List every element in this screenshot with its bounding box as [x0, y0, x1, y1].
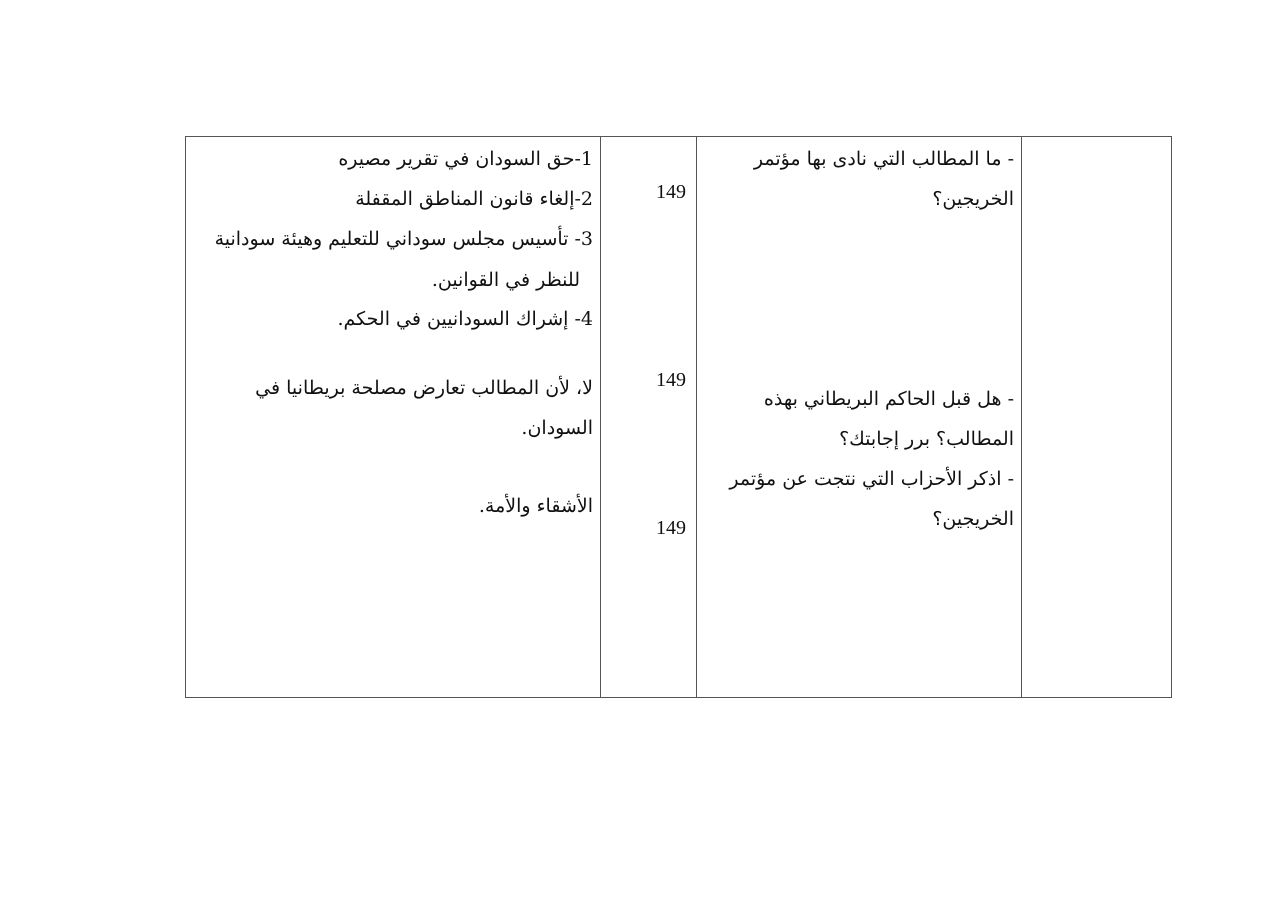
answer-3-line-2: للنظر في القوانين. — [431, 269, 580, 291]
question-2-line-1: - هل قبل الحاكم البريطاني بهذه — [763, 388, 1014, 410]
empty-column — [1022, 137, 1173, 697]
answer-3-line-1: 3- تأسيس مجلس سوداني للتعليم وهيئة سودانية — [214, 228, 593, 250]
answer-1-line: 1-حق السودان في تقرير مصيره — [338, 148, 593, 170]
question-1-line-2: الخريجين؟ — [932, 188, 1014, 210]
answer-b-line-2: السودان. — [521, 417, 593, 439]
page-number-2: 149 — [656, 369, 686, 391]
pages-column — [601, 137, 697, 697]
question-3-line-1: - اذكر الأحزاب التي نتجت عن مؤتمر — [729, 468, 1014, 490]
answers-column — [186, 137, 601, 697]
answer-b-line-1: لا، لأن المطالب تعارض مصلحة بريطانيا في — [255, 377, 593, 399]
answer-c-line: الأشقاء والأمة. — [478, 495, 593, 517]
questions-column — [697, 137, 1022, 697]
page-number-1: 149 — [656, 181, 686, 203]
question-1-line-1: - ما المطالب التي نادى بها مؤتمر — [753, 148, 1014, 170]
answer-2-line: 2-إلغاء قانون المناطق المقفلة — [355, 188, 593, 210]
question-2-line-2: المطالب؟ برر إجابتك؟ — [839, 428, 1014, 450]
answer-4-line: 4- إشراك السودانيين في الحكم. — [337, 308, 593, 330]
lesson-table — [185, 136, 1172, 698]
page-number-3: 149 — [656, 517, 686, 539]
question-3-line-2: الخريجين؟ — [932, 508, 1014, 530]
